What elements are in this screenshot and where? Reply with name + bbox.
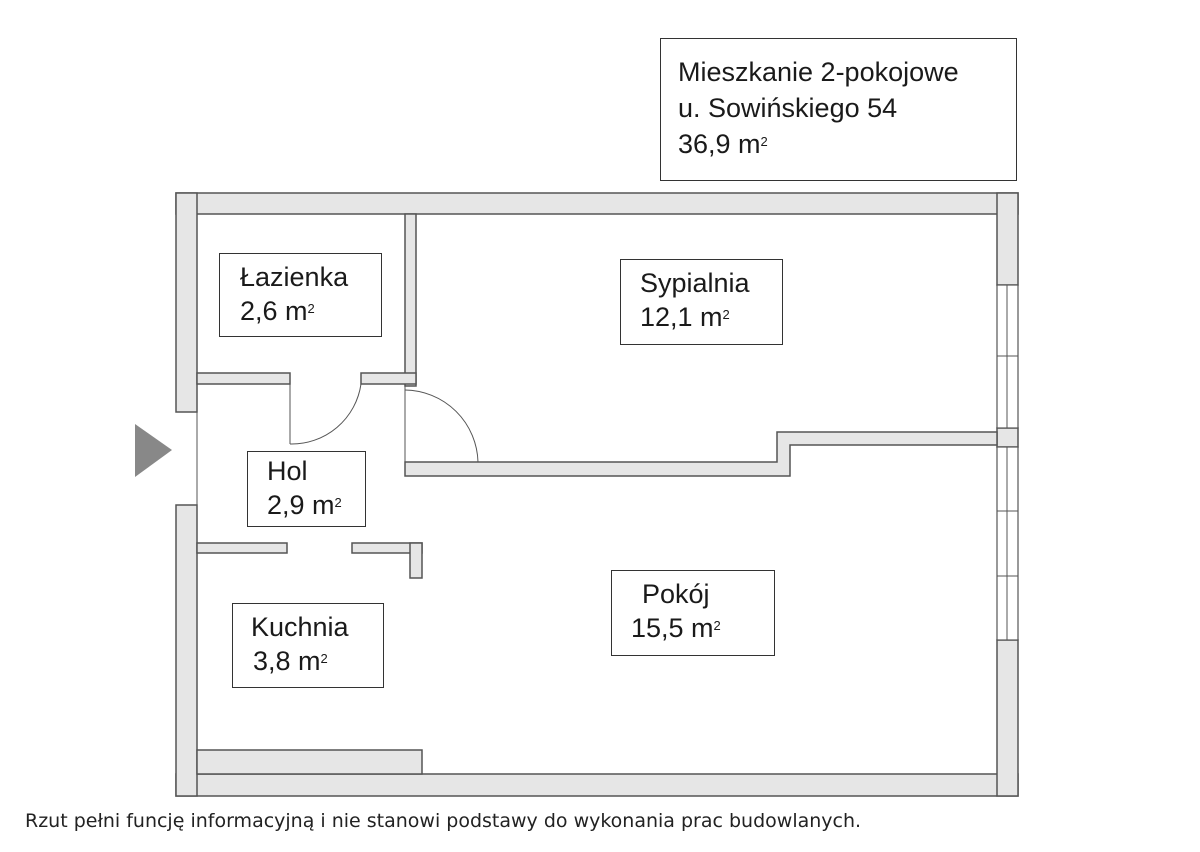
room-name-bedroom: Sypialnia: [640, 268, 750, 298]
room-label-bedroom: [620, 259, 783, 345]
apartment-area-value: 36,9 m: [678, 129, 761, 159]
room-area-living-room-exponent: 2: [713, 618, 721, 633]
bathroom-door-swing: [290, 384, 361, 444]
disclaimer-text: Rzut pełni funcję informacyjną i nie stanowi podstawy do wykonania prac budowlanych.: [25, 810, 862, 832]
entrance-arrow-icon: [135, 424, 172, 477]
room-label-living-room: [611, 570, 775, 656]
room-label-hall: [247, 451, 366, 527]
apartment-type: Mieszkanie 2-pokojowe: [678, 57, 959, 87]
room-name-living-room: Pokój: [642, 579, 710, 609]
bedroom-partition-wall: [405, 432, 997, 476]
room-label-bathroom: [219, 253, 382, 337]
apartment-address: u. Sowińskiego 54: [678, 93, 898, 123]
outer-wall-left-upper: [176, 193, 197, 412]
room-name-bathroom: Łazienka: [240, 262, 349, 292]
room-label-kitchen: [232, 603, 384, 688]
room-area-bathroom-value: 2,6 m: [240, 296, 308, 326]
apartment-info-box: [660, 38, 1017, 181]
apartment-area-unit-exponent: 2: [760, 134, 768, 149]
bathroom-wall-bottom-left: [197, 373, 290, 384]
outer-wall-top: [176, 193, 1018, 214]
room-area-living-room: [631, 611, 774, 645]
outer-wall-right-bottom: [997, 640, 1018, 796]
room-area-bedroom: [640, 300, 782, 334]
room-name-hall: Hol: [267, 456, 308, 486]
apartment-area: [678, 126, 1016, 162]
room-area-hall-exponent: 2: [334, 495, 342, 510]
kitchen-counter: [197, 750, 422, 774]
room-area-bedroom-exponent: 2: [722, 307, 730, 322]
room-area-bedroom-value: 12,1 m: [640, 302, 723, 332]
room-area-hall-value: 2,9 m: [267, 490, 335, 520]
outer-wall-right-mid: [997, 428, 1018, 447]
bathroom-wall-right: [405, 214, 416, 386]
outer-wall-right-top: [997, 193, 1018, 285]
room-area-bathroom: [240, 294, 381, 328]
bathroom-wall-bottom-right: [361, 373, 416, 384]
room-name-kitchen: Kuchnia: [251, 612, 349, 642]
kitchen-wall-top-left: [197, 543, 287, 553]
room-area-living-room-value: 15,5 m: [631, 613, 714, 643]
room-area-bathroom-exponent: 2: [307, 301, 315, 316]
kitchen-wall-stub: [410, 543, 422, 578]
room-area-kitchen: [253, 644, 383, 678]
room-area-kitchen-value: 3,8 m: [253, 646, 321, 676]
outer-wall-bottom: [176, 774, 1018, 796]
room-area-kitchen-exponent: 2: [320, 651, 328, 666]
bedroom-door-swing: [405, 390, 478, 462]
room-area-hall: [267, 488, 365, 522]
outer-wall-left-lower: [176, 505, 197, 796]
